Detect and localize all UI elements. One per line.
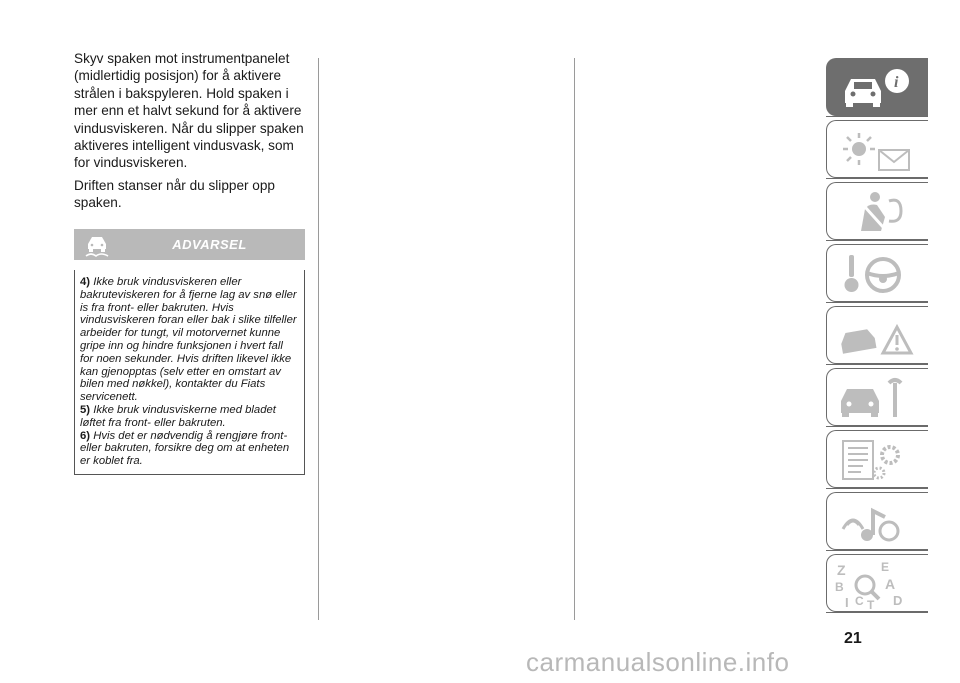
tab-separator bbox=[826, 426, 928, 427]
column-divider bbox=[318, 58, 319, 620]
tab-index[interactable] bbox=[826, 554, 928, 612]
tab-lights-warnings[interactable] bbox=[826, 120, 928, 178]
warning-item bbox=[80, 276, 299, 404]
tab-separator bbox=[826, 302, 928, 303]
tab-separator bbox=[826, 612, 928, 613]
warning-item-number: 6) bbox=[80, 429, 91, 442]
paragraph: Skyv spaken mot instrumentpanelet (midlertidig posisjon) for å aktivere strålen i bakspyleren. Hold spaken i mer enn et halvt sekund for å aktivere vindusviskeren. Når du slipper spaken aktiveres intelligent vindusvask, som for vindusviskeren. bbox=[74, 51, 304, 171]
body-text bbox=[74, 50, 310, 217]
svg-text:A: A bbox=[885, 576, 896, 592]
car-info-icon bbox=[835, 63, 921, 113]
svg-text:T: T bbox=[867, 598, 875, 609]
warning-box bbox=[74, 229, 305, 475]
warning-item-text: Ikke bruk vindusviskerne med bladet løftet fra front- eller bakruten. bbox=[80, 403, 276, 429]
page-number: 21 bbox=[844, 630, 862, 647]
multimedia-icon bbox=[835, 497, 921, 547]
warning-item-number: 4) bbox=[80, 276, 91, 288]
warning-body bbox=[74, 270, 305, 475]
tab-separator bbox=[826, 178, 928, 179]
svg-text:Z: Z bbox=[837, 562, 846, 578]
svg-text:I: I bbox=[845, 595, 849, 609]
car-emergency-icon bbox=[835, 311, 921, 361]
warning-title: ADVARSEL bbox=[172, 237, 247, 252]
tab-separator bbox=[826, 488, 928, 489]
tab-maintenance[interactable] bbox=[826, 368, 928, 426]
tab-car-info[interactable] bbox=[826, 58, 928, 116]
warning-item-text: Hvis det er nødvendig å rengjøre front- eller bakruten, forsikre deg om at enheten er koblet fra. bbox=[80, 429, 290, 468]
paragraph: Driften stanser når du slipper opp spaken. bbox=[74, 177, 275, 211]
tab-multimedia[interactable] bbox=[826, 492, 928, 550]
tab-separator bbox=[826, 240, 928, 241]
warning-header bbox=[74, 229, 305, 260]
tab-separator bbox=[826, 116, 928, 117]
car-maintenance-icon bbox=[835, 373, 921, 423]
lights-warning-icon bbox=[835, 125, 921, 175]
svg-text:i: i bbox=[894, 74, 899, 91]
warning-item-number: 5) bbox=[80, 403, 91, 416]
warning-item bbox=[80, 430, 299, 468]
seatbelt-airbag-icon bbox=[835, 187, 921, 237]
tab-starting-driving[interactable] bbox=[826, 244, 928, 302]
tab-separator bbox=[826, 550, 928, 551]
svg-text:D: D bbox=[893, 593, 903, 608]
warning-item-text: Ikke bruk vindusviskeren eller bakruteviskeren for å fjerne lag av snø eller is fra front- eller bakruten. Hvis vindusviskeren foran eller bak i slike tilfeller arbeider for tungt, vil motorvernet kunne gripe inn og hindre funksjonen i hvert fall for noen sekunder. Hvis driften likevel ikke kan gjenopptas (selv etter en omstart av bilen med nøkkel), kontakter du Fiats servicenett. bbox=[80, 276, 297, 404]
specs-gears-icon bbox=[835, 435, 921, 485]
svg-text:B: B bbox=[835, 580, 844, 594]
svg-text:C: C bbox=[855, 594, 864, 608]
tab-separator bbox=[826, 364, 928, 365]
tab-emergency[interactable] bbox=[826, 306, 928, 364]
tab-safety[interactable] bbox=[826, 182, 928, 240]
watermark: carmanualsonline.info bbox=[526, 647, 790, 677]
column-divider bbox=[574, 58, 575, 620]
svg-text:E: E bbox=[881, 560, 890, 574]
key-steering-wheel-icon bbox=[835, 249, 921, 299]
warning-item bbox=[80, 404, 299, 430]
tab-technical-data[interactable] bbox=[826, 430, 928, 488]
alphabetical-index-icon bbox=[835, 559, 921, 609]
